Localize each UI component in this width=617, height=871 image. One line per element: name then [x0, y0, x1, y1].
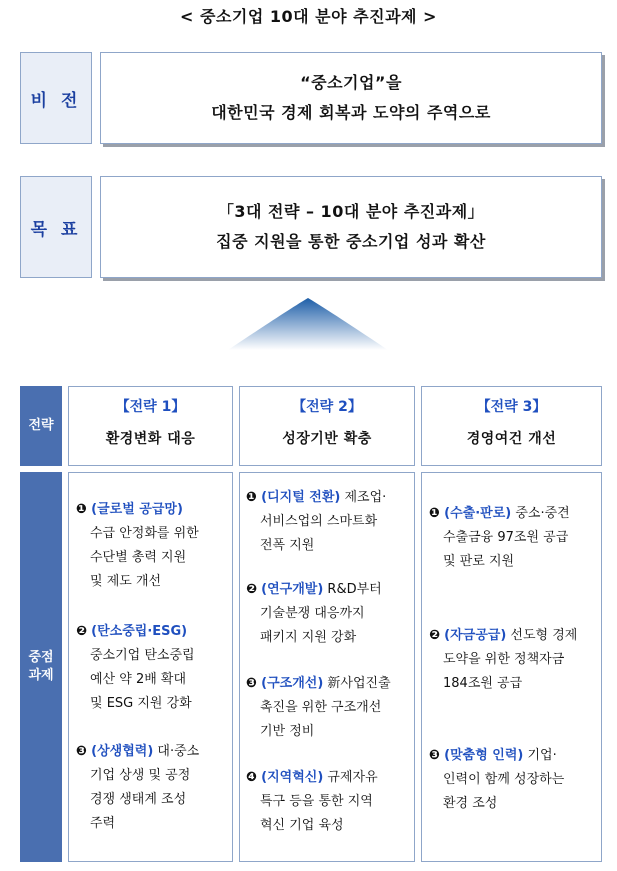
strategy-3-tag: 【전략 3】 — [476, 399, 547, 415]
up-arrow-icon — [228, 290, 388, 350]
goal-label: 목 표 — [20, 176, 92, 278]
task-first-text: 대·중소 — [157, 744, 200, 759]
task-line: 전폭 지원 — [260, 538, 315, 553]
task-first-text: 기업· — [527, 748, 557, 763]
task-item — [76, 620, 231, 716]
task-item — [246, 578, 412, 650]
task-item — [246, 486, 412, 558]
vision-line-1: “중소기업”을 — [300, 73, 402, 92]
task-heading: (수출·판로) — [444, 506, 512, 521]
task-heading: (연구개발) — [261, 582, 324, 597]
task-number: ❸ — [246, 676, 258, 691]
goal-line-2: 집중 지원을 통한 중소기업 성과 확산 — [216, 232, 486, 251]
task-item — [76, 740, 231, 836]
task-first-text: 규제자유 — [327, 770, 378, 785]
task-line: 및 판로 지원 — [443, 554, 515, 569]
task-line: 수출금융 97조원 공급 — [443, 530, 569, 545]
task-number: ❶ — [429, 506, 441, 521]
tasks-row-label — [20, 472, 62, 862]
task-line: 184조원 공급 — [443, 676, 523, 691]
vision-line-2: 대한민국 경제 회복과 도약의 주역으로 — [211, 103, 491, 122]
task-line: 기반 정비 — [260, 724, 315, 739]
task-line: 혁신 기업 육성 — [260, 818, 344, 833]
task-line: 주력 — [90, 816, 116, 831]
task-line: 및 ESG 지원 강화 — [90, 696, 192, 711]
strategy-2-tag: 【전략 2】 — [292, 399, 362, 415]
task-first-text: 중소·중견 — [515, 506, 570, 521]
task-line: 촉진을 위한 구조개선 — [260, 700, 382, 715]
task-number: ❷ — [429, 628, 441, 643]
goal-line-1: 「3대 전략 – 10대 분야 추진과제」 — [217, 202, 485, 221]
task-line: 수단별 총력 지원 — [90, 550, 187, 565]
task-line: 패키지 지원 강화 — [260, 630, 357, 645]
task-line: 경쟁 생태계 조성 — [90, 792, 187, 807]
task-line: 예산 약 2배 확대 — [90, 672, 187, 687]
task-item — [429, 502, 601, 574]
strategy-1 — [68, 386, 233, 466]
task-heading: (구조개선) — [261, 676, 324, 691]
task-heading: (상생협력) — [91, 744, 154, 759]
strategy-2 — [239, 386, 415, 466]
task-number: ❹ — [246, 770, 258, 785]
task-first-text: 선도형 경제 — [510, 628, 578, 643]
task-number: ❷ — [246, 582, 258, 597]
vision-box — [100, 52, 602, 144]
task-line: 및 제도 개선 — [90, 574, 162, 589]
task-first-text: 新사업진출 — [327, 676, 391, 691]
task-heading: (지역혁신) — [261, 770, 324, 785]
task-item — [246, 766, 412, 838]
strategy-1-name: 환경변화 대응 — [105, 431, 196, 447]
task-line: 수급 안정화를 위한 — [90, 526, 199, 541]
task-heading: (자금공급) — [444, 628, 507, 643]
task-number: ❷ — [76, 624, 88, 639]
task-heading: (디지털 전환) — [261, 490, 341, 505]
strategy-2-name: 성장기반 확충 — [282, 431, 372, 447]
task-first-text: 제조업· — [344, 490, 387, 505]
strategy-3-name: 경영여건 개선 — [466, 431, 557, 447]
task-number: ❸ — [429, 748, 441, 763]
task-heading: (글로벌 공급망) — [91, 502, 183, 517]
vision-label: 비 전 — [20, 52, 92, 144]
task-number: ❶ — [246, 490, 258, 505]
task-item — [76, 498, 231, 594]
task-line: 환경 조성 — [443, 796, 498, 811]
strategy-1-tag: 【전략 1】 — [115, 399, 186, 415]
strategy-3 — [421, 386, 602, 466]
task-heading: (탄소중립·ESG) — [91, 624, 188, 639]
task-line: 중소기업 탄소중립 — [90, 648, 195, 663]
task-item — [246, 672, 412, 744]
task-first-text: R&D부터 — [327, 582, 382, 597]
task-number: ❸ — [76, 744, 88, 759]
strategy-row-label: 전략 — [20, 386, 62, 466]
task-line: 도약을 위한 정책자금 — [443, 652, 565, 667]
task-line: 서비스업의 스마트화 — [260, 514, 378, 529]
task-line: 특구 등을 통한 지역 — [260, 794, 373, 809]
page-title: < 중소기업 10대 분야 추진과제 > — [180, 7, 437, 26]
task-line: 기술분쟁 대응까지 — [260, 606, 365, 621]
task-heading: (맞춤형 인력) — [444, 748, 524, 763]
tasks-row-label-text: 중점 과제 — [28, 650, 54, 683]
task-item — [429, 624, 601, 696]
task-line: 인력이 함께 성장하는 — [443, 772, 565, 787]
goal-box — [100, 176, 602, 278]
task-number: ❶ — [76, 502, 88, 517]
task-line: 기업 상생 및 공정 — [90, 768, 191, 783]
task-item — [429, 744, 601, 816]
